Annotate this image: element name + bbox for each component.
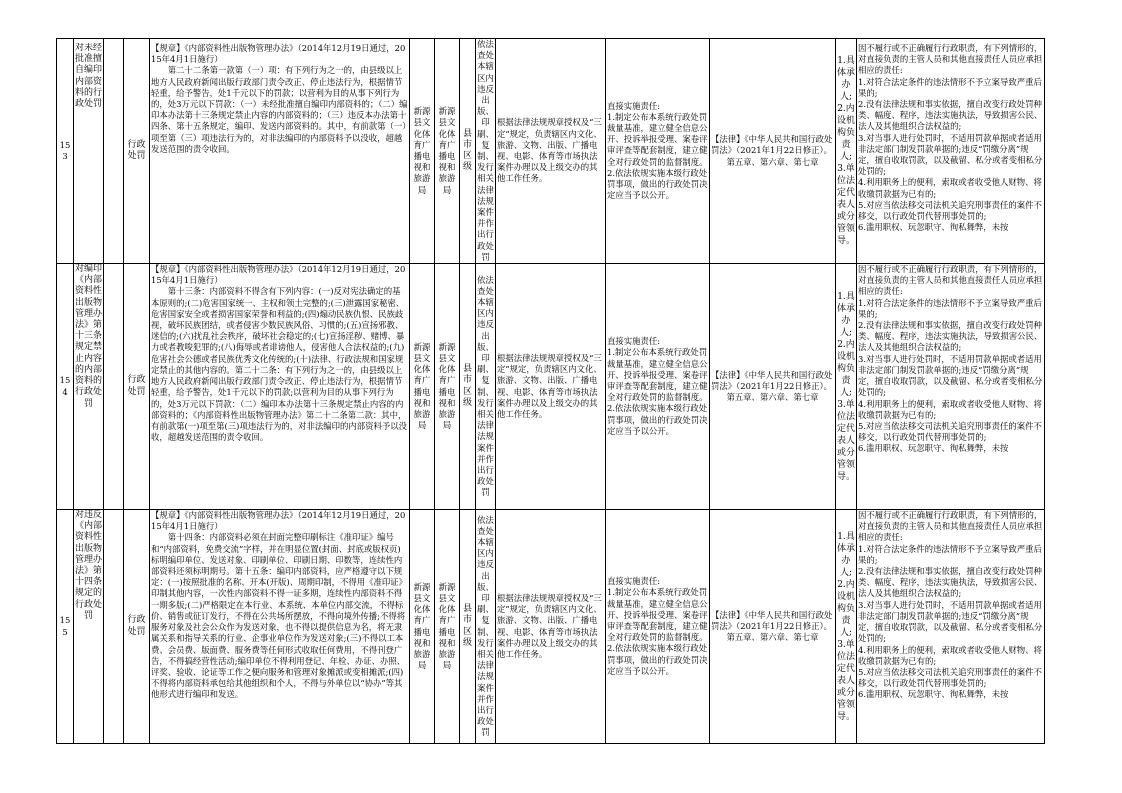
item-legal-basis: 【法律】《中华人民共和国行政处罚法》（2021年1月22日修正）。 第五章、第六章、第七章	[710, 510, 836, 744]
table-row	[57, 39, 1045, 264]
item-name: 对未经批准擅自编印内部资料的行政处罚	[74, 39, 104, 264]
item-department: 新源县文化体育广播电视和旅游局	[410, 39, 435, 264]
basis-head: 【规章】《内部资料性出版物管理办法》（2014年12月19日通过，2015年4月1日施行）	[151, 264, 406, 286]
item-level: 县市区级	[460, 264, 476, 510]
item-duty: 根据法律法规规章授权及“三定”规定，负责辖区内文化、旅游、文物、出版、广播电视、电影、体育等市场执法案件办理以及上级交办的其他工作任务。	[496, 510, 606, 744]
item-subitem	[104, 510, 124, 744]
item-name: 对编印《内部资料性出版物管理办法》第十三条规定禁止内容的内部资料的行政处罚	[74, 264, 104, 510]
item-basis	[150, 264, 410, 510]
item-legal-basis: 【法律】《中华人民共和国行政处罚法》（2021年1月22日修正）。 第五章、第六章、第七章	[710, 39, 836, 264]
power-list-table	[56, 38, 1045, 744]
item-type: 行政处罚	[124, 510, 150, 744]
item-accountability: 因不履行或不正确履行行政职责，有下列情形的，对直接负责的主管人员和其他直接责任人员应承担相应的责任: 1.对符合法定条件的违法情形不予立案导致严重后果的; 2.没有法律法规和事实依据，擅自改变行政处罚种类、幅度、程序，违法实施执法，导致损害公民、法人及其他组织合法权益的; 3.对当事人进行处罚时，不适用罚款单据或者适用非法定部门制发罚款单据的;违反“罚缴分离”规定，擅自收取罚款，以及截留、私分或者变相私分处罚的; 4.利用职务上的便利，索取或者收受他人财物、将收缴罚款据为已有的; 5.对应当依法移交司法机关追究刑事责任的案件不移交，以行政处罚代替刑事处罚的; 6.滥用职权、玩忽职守、徇私舞弊，未按	[857, 510, 1045, 744]
basis-body: 第十四条：内部资料必须在封面完整印刷标注《准印证》编号和“内部资料，免费交流”字样，并在明显位置(封面、封底或版权页)标明编印单位、发送对象、印刷单位、印刷日期、印数等，连续性内部资料还须标明期号。第十五条：编印内部资料，应严格遵守以下规定：(一)按照批准的名称、开本(开版)、周期印制，不得用《准印证》印制其他内容，一次性内部资料不得一证多期，连续性内部资料不得一期多版;(二)严格限定在本行业、本系统、本单位内部交流，不得标价、销售或征订发行，不得在公共场所摆放，不得向境外传播;不得将服务对象及社会公众作为发送对象，也不得以提供信息为名，将无隶属关系和指导关系的行业、企事业单位作为发送对象;(三)不得以工本费、会员费、版面费、服务费等任何形式收取任何费用，不得刊登广告，不得搞经营性活动;编印单位不得利用登记、年检、办证、办照、评奖、验收、论证等工作之便向服务和管理对象摊派或变相摊派;(四)不得将内部资料承包给其他组织和个人，不得与外单位以“协办”等其他形式进行编印和发送。	[151, 532, 407, 700]
item-responsible-subject: 1.具体承办人; 2.内设机构负责人; 3.单位法定代表人或分管领导。	[836, 510, 857, 744]
item-basis	[150, 510, 410, 744]
item-number: 153	[57, 39, 74, 264]
table-row	[57, 264, 1045, 510]
item-type: 行政处罚	[124, 264, 150, 510]
item-implementer: 新源县文化体育广播电视和旅游局	[435, 264, 460, 510]
item-implementer: 新源县文化体育广播电视和旅游局	[435, 39, 460, 264]
item-responsibility: 直接实施责任: 1.制定公布本系统行政处罚裁量基准，建立健全信息公开、投诉举报受理、案卷评审评查等配套制度，建立健全对行政处罚的监督制度。 2.依法依规实施本级行政处罚事项，做出的行政处罚决定应当予以公开。	[606, 39, 710, 264]
item-basis	[150, 39, 410, 264]
item-process: 依法查处本辖区内违反出版、印刷、复制、发行相关法律法规案件并作出行政处罚	[476, 510, 496, 744]
item-responsible-subject: 1.具体承办人; 2.内设机构负责人; 3.单位法定代表人或分管领导。	[836, 39, 857, 264]
item-process: 依法查处本辖区内违反出版、印刷、复制、发行相关法律法规案件并作出行政处罚	[476, 264, 496, 510]
item-process: 依法查处本辖区内违反出版、印刷、复制、发行相关法律法规案件并作出行政处罚	[477, 39, 494, 262]
item-duty: 根据法律法规规章授权及“三定”规定，负责辖区内文化、旅游、文物、出版、广播电视、电影、体育等市场执法案件办理以及上级交办的其他工作任务。	[496, 39, 606, 264]
basis-head: 【规章】《内部资料性出版物管理办法》（2014年12月19日通过，2015年4月1日施行）	[151, 510, 406, 532]
item-responsibility: 直接实施责任: 1.制定公布本系统行政处罚裁量基准，建立健全信息公开、投诉举报受理、案卷评审评查等配套制度，建立健全对行政处罚的监督制度。 2.依法依规实施本级行政处罚事项，做出的行政处罚决定应当予以公开。	[606, 264, 710, 510]
item-type: 行政处罚	[124, 39, 150, 264]
item-legal-basis: 【法律】《中华人民共和国行政处罚法》（2021年1月22日修正）。 第五章、第六章、第七章	[710, 264, 836, 510]
item-department: 新源县文化体育广播电视和旅游局	[410, 264, 435, 510]
table-row	[57, 510, 1045, 744]
item-name: 对违反《内部资料性出版物管理办法》第十四条规定的行政处罚	[74, 510, 104, 744]
item-level: 县市区级	[460, 39, 476, 264]
item-level: 县市区级	[460, 510, 476, 744]
item-accountability: 因不履行或不正确履行行政职责，有下列情形的，对直接负责的主管人员和其他直接责任人员应承担相应的责任: 1.对符合法定条件的违法情形不予立案导致严重后果的; 2.没有法律法规和事实依据，擅自改变行政处罚种类、幅度、程序，违法实施执法，导致损害公民、法人及其他组织合法权益的; 3.对当事人进行处罚时，不适用罚款单据或者适用非法定部门制发罚款单据的;违反“罚缴分离”规定，擅自收取罚款，以及截留、私分或者变相私分处罚的; 4.利用职务上的便利，索取或者收受他人财物、将收缴罚款据为已有的; 5.对应当依法移交司法机关追究刑事责任的案件不移交，以行政处罚代替刑事处罚的; 6.滥用职权、玩忽职守、徇私舞弊，未按	[857, 264, 1045, 510]
item-responsibility: 直接实施责任: 1.制定公布本系统行政处罚裁量基准，建立健全信息公开、投诉举报受理、案卷评审评查等配套制度，建立健全对行政处罚的监督制度。 2.依法依规实施本级行政处罚事项，做出的行政处罚决定应当予以公开。	[606, 510, 710, 744]
item-implementer: 新源县文化体育广播电视和旅游局	[435, 510, 460, 744]
item-accountability: 因不履行或不正确履行行政职责，有下列情形的，对直接负责的主管人员和其他直接责任人员应承担相应的责任: 1.对符合法定条件的违法情形不予立案导致严重后果的; 2.没有法律法规和事实依据，擅自改变行政处罚种类、幅度、程序，违法实施执法，导致损害公民、法人及其他组织合法权益的; 3.对当事人进行处罚时，不适用罚款单据或者适用非法定部门制发罚款单据的;违反“罚缴分离”规定，擅自收取罚款，以及截留、私分或者变相私分处罚的; 4.利用职务上的便利，索取或者收受他人财物、将收缴罚款据为已有的; 5.对应当依法移交司法机关追究刑事责任的案件不移交，以行政处罚代替刑事处罚的; 6.滥用职权、玩忽职守、徇私舞弊，未按	[857, 39, 1045, 264]
item-department: 新源县文化体育广播电视和旅游局	[410, 510, 435, 744]
item-number: 154	[57, 264, 74, 510]
basis-head: 【规章】《内部资料性出版物管理办法》（2014年12月19日通过，2015年4月1日施行）	[151, 43, 406, 65]
item-subitem	[104, 39, 124, 264]
basis-body: 第十三条：内部资料不得含有下列内容：(一)反对宪法确定的基本原则的;(二)危害国家统一、主权和领土完整的;(三)泄露国家秘密、危害国家安全或者损害国家荣誉和利益的;(四)煽动民族仇恨、民族歧视，破坏民族团结，或者侵害少数民族风俗、习惯的;(五)宣扬邪教、迷信的;(六)扰乱社会秩序，破坏社会稳定的;(七)宣扬淫秽、赌博、暴力或者教唆犯罪的;(八)侮辱或者诽谤他人，侵害他人合法权益的;(九)危害社会公德或者民族优秀文化传统的;(十)法律、行政法规和国家规定禁止的其他内容的。第二十二条：有下列行为之一的，由县级以上地方人民政府新闻出版行政部门责令改正、停止违法行为，根据情节轻重，给予警告，处1千元以下的罚款;以营利为目的从事下列行为的，处3万元以下罚款：（二）编印本办法第十三条规定禁止内容的内部资料的；《内部资料性出版物管理办法》第二十二条第二款：其中，有前款第(一)项至第(三)项违法行为的，对非法编印的内部资料予以没收，超越发送范围的责令收回。	[151, 286, 407, 443]
item-duty: 根据法律法规规章授权及“三定”规定，负责辖区内文化、旅游、文物、出版、广播电视、电影、体育等市场执法案件办理以及上级交办的其他工作任务。	[496, 264, 606, 510]
basis-body: 第二十二条第一款第（一）项：有下列行为之一的，由县级以上地方人民政府新闻出版行政部门责令改正、停止违法行为，根据情节轻重，给予警告，处1千元以下的罚款；以营利为目的从事下列行为的，处3万元以下罚款：（一）未经批准擅自编印内部资料的；（二）编印本办法第十三条规定禁止内容的内部资料的；（三）违反本办法第十四条、第十五条规定，编印、发送内部资料的。其中，有前款第（一）项至第（三）项违法行为的，对非法编印的内部资料予以没收，超越发送范围的责令收回。	[151, 65, 408, 154]
item-number: 155	[57, 510, 74, 744]
item-subitem	[104, 264, 124, 510]
item-responsible-subject: 1.具体承办人; 2.内设机构负责人; 3.单位法定代表人或分管领导。	[836, 264, 857, 510]
